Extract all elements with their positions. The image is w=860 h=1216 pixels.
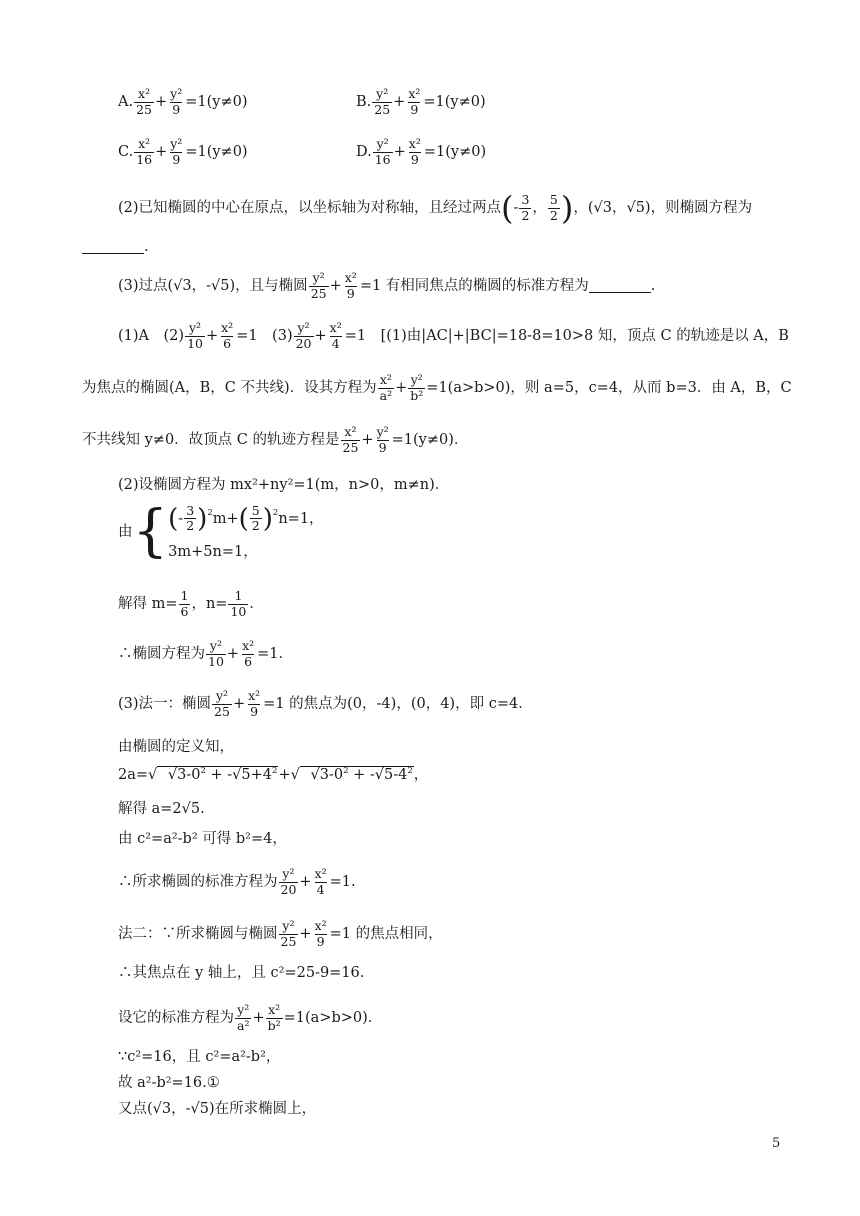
page-number: 5 [772,1136,781,1151]
answer-line-3: 不共线知 y≠0．故顶点 C 的轨迹方程是 x² 25 + $\frac{\text{y²}}{9}$ =1(y≠0)． [82,424,469,455]
part-3-c-squared: ∵c²=16，且 c²=a²-b²， [118,1049,281,1065]
part-3-2a-expression: 2a= √ $√3-0^2 + -√5+4^2$ + √ $√3-0^2 + -√5-4^2$ ， [118,766,429,783]
option-d: D. y² 16 + $\frac{\text{x²}}{9}$ =1(y≠0) [356,136,487,167]
part-3-solve-a: 解得 a=2√5. [118,801,205,817]
part-3-standard: ∴所求椭圆的标准方程为 y² 20 + $\frac{\text{x²}}{4}$ =1. [118,866,356,897]
part-2-intro: (2)设椭圆方程为 mx²+ny²=1(m，n>0，m≠n)． [118,477,450,493]
question-2-line2: . [82,240,149,255]
part-3-set-equation: 设它的标准方程为 y² a² + $\frac{\text{x²}}{\text{b²}}$ =1(a>b>0)． [118,1002,383,1033]
answer-line-2: 为焦点的椭圆(A，B，C 不共线)．设其方程为 x² a² + $\frac{\text{y²}}{\text{b²}}$ =1(a>b>0)，则 a=5，c=4，从而 b=3．由 A，B，C [82,372,792,403]
part-2-solve: 解得 m= $\frac{1}{6}$ ，n= $\frac{1}{10}$ ． [118,588,264,619]
option-b: B. y² 25 + $\frac{\text{x²}}{9}$ =1(y≠0) [356,86,486,117]
option-c: C. x² 16 + $\frac{\text{y²}}{9}$ =1(y≠0) [118,136,248,167]
answer-line-1: (1)A (2) y² 10 + $\frac{\text{x²}}{6}$ =1 (3) y² 20 + $\frac{\text{x²}}{4}$ =1 [(1)由|AC|+|BC|=18-8=10>8 知，顶点 C 的轨迹是以 A，B [118,320,789,351]
part-3-point: 又点(√3，-√5)在所求椭圆上， [118,1101,317,1117]
part-3-method-2: 法二：∵所求椭圆与椭圆 y² 25 + $\frac{\text{x²}}{9}$ =1 的焦点相同， [118,918,443,949]
question-3: (3)过点(√3，-√5)，且与椭圆 y² 25 + $\frac{\text{x²}}{9}$ =1 有相同焦点的椭圆的标准方程为 . [118,270,656,301]
part-3-definition: 由椭圆的定义知， [118,739,234,755]
part-3-equation-1: 故 a²-b²=16.① [118,1075,220,1091]
option-a: A. x² 25 + $\frac{\text{y²}}{9}$ =1(y≠0) [118,86,248,117]
part-2-system: 由 { ( - 3 2 ) 2 m+ ( 5 2 ) 2 n=1， 3m+5n=1， [118,499,324,564]
part-3-focus: ∴其焦点在 y 轴上，且 c²=25-9=16. [118,965,365,981]
part-3-method-1: (3)法一：椭圆 y² 25 + $\frac{\text{x²}}{9}$ =1 的焦点为(0，-4)，(0，4)，即 c=4． [118,688,533,719]
part-3-b-value: 由 c²=a²-b² 可得 b²=4， [118,831,287,847]
question-2-line1: (2)已知椭圆的中心在原点，以坐标轴为对称轴，且经过两点 ( - 3 2 ， 5 2 ) ，(√3，√5)，则椭圆方程为 [118,189,753,227]
part-2-result: ∴椭圆方程为 y² 10 + $\frac{\text{x²}}{6}$ =1． [118,638,293,669]
